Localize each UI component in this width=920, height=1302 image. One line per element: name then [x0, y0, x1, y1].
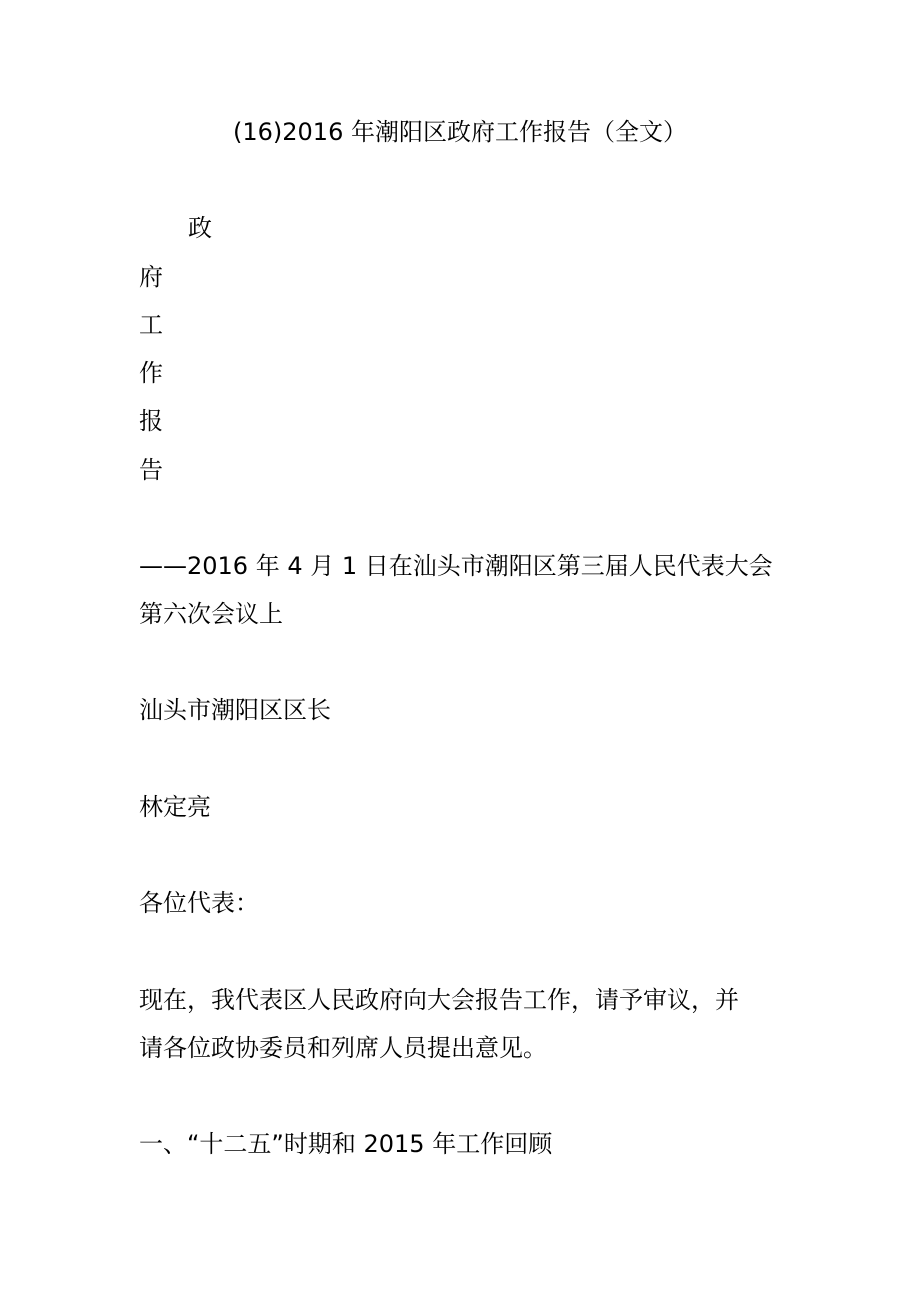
section-heading: 一、“十二五”时期和 2015 年工作回顾	[139, 1130, 553, 1158]
salutation: 各位代表：	[139, 889, 259, 917]
subtitle-line-2: 第六次会议上	[139, 600, 283, 628]
intro-line-1: 现在，我代表区人民政府向大会报告工作，请予审议，并	[139, 986, 739, 1014]
intro-line-2: 请各位政协委员和列席人员提出意见。	[139, 1034, 547, 1062]
heading-char-4: 作	[139, 359, 163, 387]
heading-char-5: 报	[139, 407, 163, 435]
heading-char-3: 工	[139, 311, 163, 339]
heading-char-1: 政	[188, 214, 212, 242]
author-title: 汕头市潮阳区区长	[139, 696, 331, 724]
heading-char-2: 府	[139, 263, 163, 291]
subtitle-line-1: ——2016 年 4 月 1 日在汕头市潮阳区第三届人民代表大会	[139, 552, 773, 580]
author-name: 林定亮	[139, 793, 211, 821]
heading-char-6: 告	[139, 456, 163, 484]
document-title: (16)2016 年潮阳区政府工作报告（全文）	[233, 118, 687, 146]
